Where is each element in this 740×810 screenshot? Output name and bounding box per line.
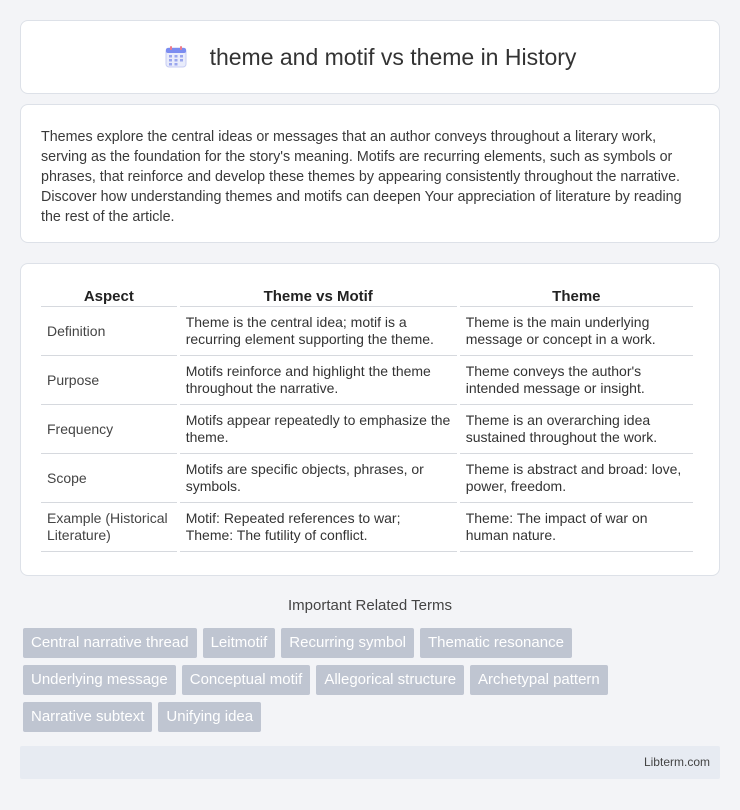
related-term-tag[interactable]: Allegorical structure [316,665,464,695]
footer-site-link[interactable]: Libterm.com [643,755,710,769]
table-cell: Definition [41,307,177,356]
related-term-tag[interactable]: Central narrative thread [23,628,197,658]
comparison-card [20,263,720,576]
table-cell: Motifs appear repeatedly to emphasize the theme. [180,405,457,454]
related-term-tag[interactable]: Conceptual motif [182,665,311,695]
table-cell: Motif: Repeated references to war; Theme: The futility of conflict. [180,503,457,552]
table-cell: Example (Historical Literature) [41,503,177,552]
calendar-icon [164,45,188,69]
table-row [41,503,693,552]
table-cell: Theme is an overarching idea sustained throughout the work. [460,405,693,454]
related-term-tag[interactable]: Underlying message [23,665,176,695]
page-title: theme and motif vs theme in History [209,43,577,70]
column-header: Theme vs Motif [180,284,457,307]
table-header-row [41,284,693,307]
column-header: Aspect [41,284,177,307]
table-row [41,356,693,405]
table-cell: Scope [41,454,177,503]
intro-paragraph: Themes explore the central ideas or messages that an author conveys throughout a literary work, serving as the foundation for the story's meaning. Motifs are recurring elements, such as symbols or phrases, that reinforce and develop these themes by appearing consistently throughout the narrative. Discover how understanding themes and motifs can deepen Your appreciation of literature by reading the rest of the article. [41,129,682,225]
table-cell: Theme conveys the author's intended message or insight. [460,356,693,405]
related-term-tag[interactable]: Leitmotif [203,628,276,658]
table-cell: Motifs reinforce and highlight the theme throughout the narrative. [180,356,457,405]
table-row [41,307,693,356]
header [164,44,577,71]
table-cell: Motifs are specific objects, phrases, or symbols. [180,454,457,503]
table-cell: Frequency [41,405,177,454]
table-row [41,405,693,454]
related-term-tag[interactable]: Archetypal pattern [470,665,608,695]
footer [20,746,720,779]
header-card [20,20,720,94]
table-cell: Theme: The impact of war on human nature. [460,503,693,552]
table-cell: Purpose [41,356,177,405]
table-cell: Theme is abstract and broad: love, power, freedom. [460,454,693,503]
related-term-tag[interactable]: Recurring symbol [281,628,414,658]
table-cell: Theme is the central idea; motif is a recurring element supporting the theme. [180,307,457,356]
table-cell: Theme is the main underlying message or concept in a work. [460,307,693,356]
related-terms-title: Important Related Terms [288,597,452,614]
related-term-tag[interactable]: Unifying idea [158,702,261,732]
related-term-tag[interactable]: Narrative subtext [23,702,152,732]
comparison-table [38,284,696,552]
related-terms-list [23,628,723,732]
intro-card [20,104,720,243]
column-header: Theme [460,284,693,307]
related-term-tag[interactable]: Thematic resonance [420,628,572,658]
table-row [41,454,693,503]
